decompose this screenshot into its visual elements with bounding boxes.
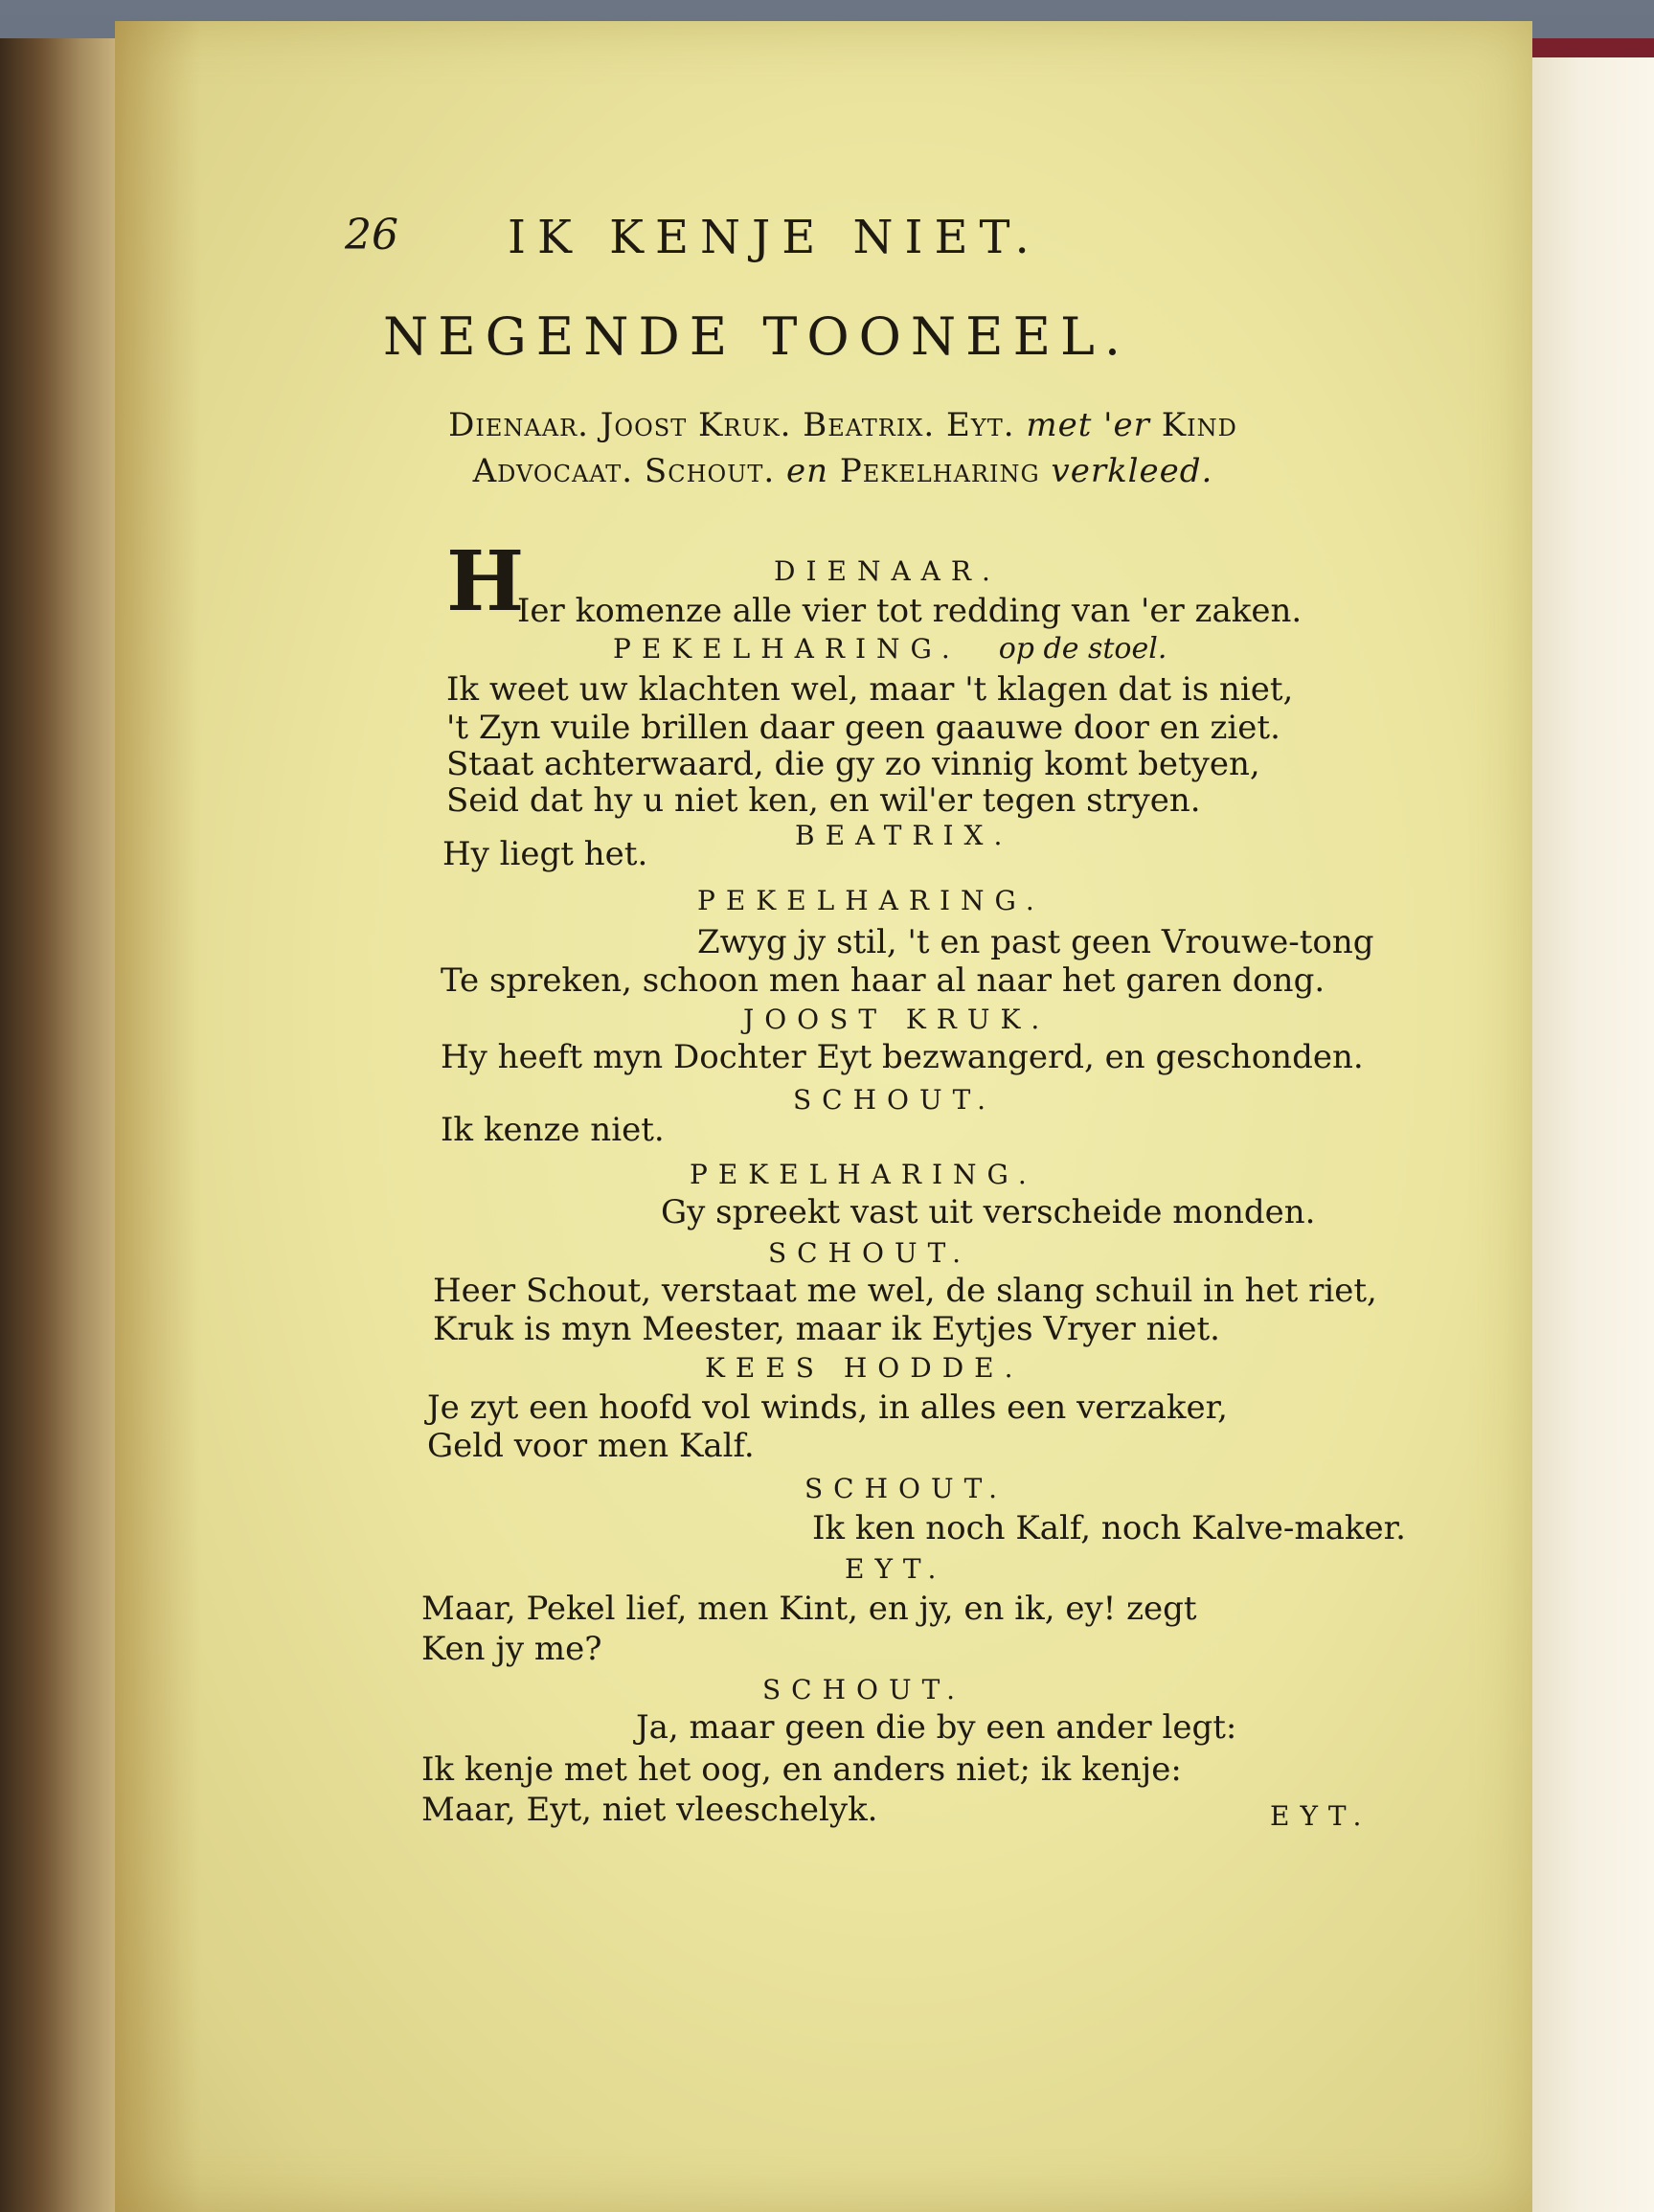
verse-line: Seid dat hy u niet ken, en wil'er tegen stryen. xyxy=(446,781,1201,820)
verse-line: Heer Schout, verstaat me wel, de slang schuil in het riet, xyxy=(433,1272,1377,1310)
speaker-schout: SCHOUT. xyxy=(793,1084,997,1116)
speaker-pekelharing: PEKELHARING. op de stoel. xyxy=(613,632,1167,666)
page-gutter-shadow xyxy=(115,21,201,2212)
verse-line: Zwyg jy stil, 't en past geen Vrouwe-tong xyxy=(697,923,1374,961)
verse-line: Ik weet uw klachten wel, maar 't klagen dat is niet, xyxy=(446,670,1294,709)
verse-line: Maar, Eyt, niet vleeschelyk. xyxy=(421,1791,878,1829)
page-number: 26 xyxy=(345,211,398,260)
verse-line: Ik kenje met het oog, en anders niet; ik kenje: xyxy=(421,1750,1182,1789)
stage-direction: op de stoel. xyxy=(998,632,1167,666)
speaker-pekelharing: PEKELHARING. xyxy=(697,885,1045,916)
running-title: IK KENJE NIET. xyxy=(508,211,1041,264)
book-page-edges xyxy=(0,38,134,2212)
verse-line: Staat achterwaard, die gy zo vinnig komt betyen, xyxy=(446,745,1260,783)
verse-line: Te spreken, schoon men haar al naar het garen dong. xyxy=(441,961,1325,1000)
verse-line: Ier komenze alle vier tot redding van 'er zaken. xyxy=(517,592,1303,630)
cast-line-1: Dienaar. Joost Kruk. Beatrix. Eyt. met 'er Kind xyxy=(448,406,1237,444)
speaker-dienaar: DIENAAR. xyxy=(774,555,1001,587)
verse-line: Ken jy me? xyxy=(421,1630,602,1668)
verse-line: Hy heeft myn Dochter Eyt bezwangerd, en geschonden. xyxy=(441,1038,1364,1076)
running-header xyxy=(345,211,1360,268)
speaker-schout: SCHOUT. xyxy=(762,1674,966,1705)
verse-line: 't Zyn vuile brillen daar geen gaauwe door en ziet. xyxy=(446,709,1280,747)
cast-line-2: Advocaat. Schout. en Pekelharing verkleed. xyxy=(472,452,1213,490)
speaker-kees-hodde: KEES HODDE. xyxy=(705,1352,1024,1384)
verse-line: Ik ken noch Kalf, noch Kalve-maker. xyxy=(812,1509,1406,1547)
verse-line: Kruk is myn Meester, maar ik Eytjes Vryer niet. xyxy=(433,1310,1220,1348)
cast-list xyxy=(316,402,1370,494)
catchword: EYT. xyxy=(1270,1800,1372,1832)
speaker-eyt: EYT. xyxy=(845,1553,947,1585)
verse-line: Geld voor men Kalf. xyxy=(427,1427,755,1465)
drop-cap: H xyxy=(446,533,525,630)
scene-title: NEGENDE TOONEEL. xyxy=(383,306,1131,367)
verse-line: Ja, maar geen die by een ander legt: xyxy=(636,1708,1237,1747)
speaker-schout: SCHOUT. xyxy=(804,1473,1008,1504)
verse-line: Maar, Pekel lief, men Kint, en jy, en ik, ey! zegt xyxy=(421,1590,1197,1628)
speaker-beatrix: BEATRIX. xyxy=(795,820,1013,851)
speaker-joost-kruk: JOOST KRUK. xyxy=(743,1004,1051,1035)
verse-line: Hy liegt het. xyxy=(442,835,648,873)
speaker-pekelharing: PEKELHARING. xyxy=(690,1159,1037,1190)
verse-line: Ik kenze niet. xyxy=(441,1111,665,1149)
speaker-schout: SCHOUT. xyxy=(768,1237,972,1269)
verse-line: Gy spreekt vast uit verscheide monden. xyxy=(661,1193,1316,1231)
facing-page xyxy=(1527,57,1654,2212)
verse-line: Je zyt een hoofd vol winds, in alles een verzaker, xyxy=(427,1388,1228,1427)
